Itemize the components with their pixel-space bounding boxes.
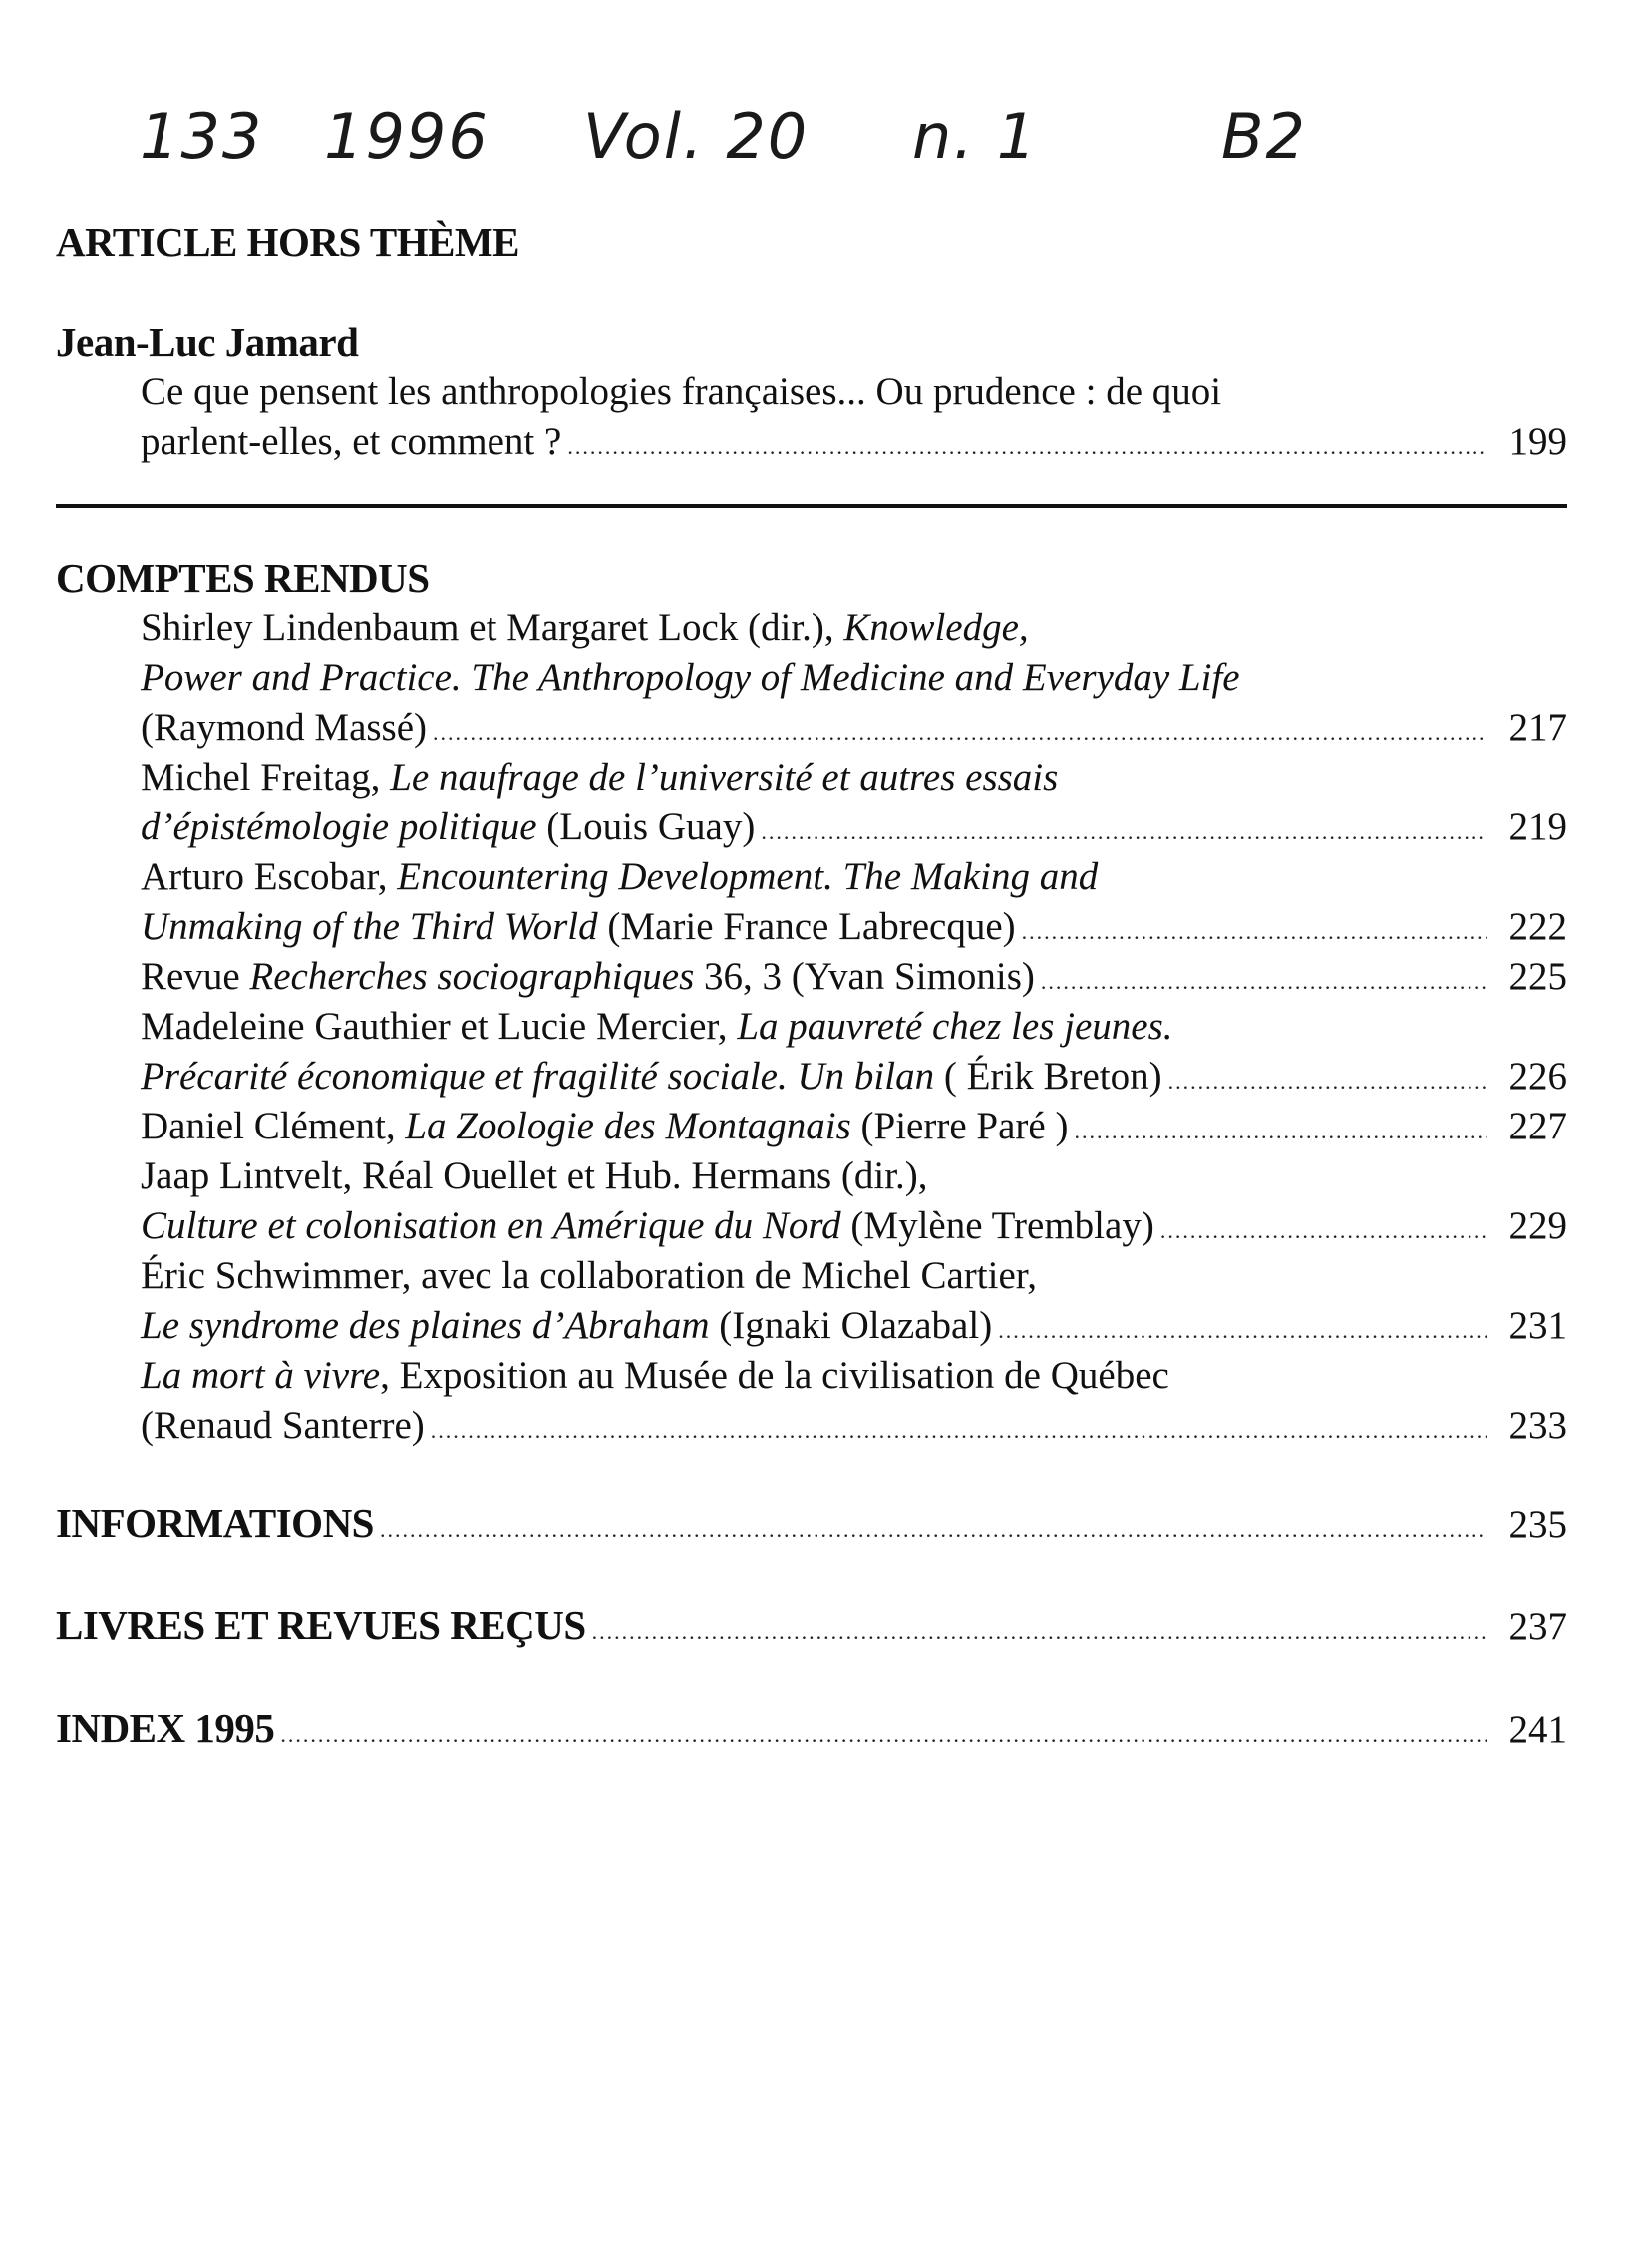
page-number: 225 xyxy=(1508,955,1567,998)
review-entry: Éric Schwimmer, avec la collaboration de Michel Cartier, Le syndrome des plaines d’Abraham (Ignaki Olazabal) ..... 231 xyxy=(141,1251,1567,1351)
review-entry: Daniel Clément, La Zoologie des Montagnais (Pierre Paré ) ..... 227 xyxy=(141,1102,1567,1151)
section-heading: INFORMATIONS xyxy=(56,1500,374,1546)
review-entry: Michel Freitag, Le naufrage de l’université et autres essais d’épistémologie politique (Louis Guay) ..... 219 xyxy=(141,753,1567,852)
dot-leader xyxy=(1168,1057,1487,1107)
dot-leader xyxy=(433,708,1487,758)
dot-leader xyxy=(998,1306,1487,1356)
page-number: 219 xyxy=(1508,806,1567,848)
page-number: 231 xyxy=(1508,1304,1567,1347)
dot-leader xyxy=(592,1607,1487,1657)
page-number: 227 xyxy=(1508,1105,1567,1147)
section-divider xyxy=(56,504,1567,508)
article-section xyxy=(56,217,1567,267)
article-entry xyxy=(56,317,1567,467)
review-entry: Madeleine Gauthier et Lucie Mercier, La pauvreté chez les jeunes. Précarité économique et fragilité sociale. Un bilan ( Érik Breton) ..... 226 xyxy=(141,1002,1567,1102)
page-number: 217 xyxy=(1508,706,1567,749)
page-number: 226 xyxy=(1508,1055,1567,1098)
article-title-line2: parlent-elles, et comment ? ..... 199 xyxy=(141,417,1567,467)
dot-leader xyxy=(1074,1107,1487,1156)
dot-leader xyxy=(1022,907,1487,957)
informations-entry xyxy=(56,1498,1567,1548)
dot-leader xyxy=(567,422,1487,472)
handwritten-volume: Vol. 20 xyxy=(583,100,810,172)
books-received-entry xyxy=(56,1600,1567,1650)
reviews-section-heading: COMPTES RENDUS xyxy=(56,555,430,601)
handwritten-annotation xyxy=(0,100,1633,209)
review-entry: Revue Recherches sociographiques 36, 3 (Yvan Simonis) ..... 225 xyxy=(141,952,1567,1002)
review-entry: Shirley Lindenbaum et Margaret Lock (dir.), Knowledge, Power and Practice. The Anthropology of Medicine and Everyday Life (Raymond Massé) ..... 217 xyxy=(141,603,1567,753)
article-section-heading: ARTICLE HORS THÈME xyxy=(56,219,519,265)
section-heading: INDEX 1995 xyxy=(56,1705,275,1751)
index-entry xyxy=(56,1703,1567,1753)
dot-leader xyxy=(380,1505,1487,1555)
page-number: 233 xyxy=(1508,1404,1567,1447)
page-number: 199 xyxy=(1508,420,1567,463)
handwritten-number: n. 1 xyxy=(912,100,1039,172)
review-entry: Arturo Escobar, Encountering Development. The Making and Unmaking of the Third World (Marie France Labrecque) ..... 222 xyxy=(141,852,1567,952)
review-entry: La mort à vivre, Exposition au Musée de la civilisation de Québec (Renaud Santerre) ..... 233 xyxy=(141,1351,1567,1451)
handwritten-year: 1996 xyxy=(324,100,490,172)
article-author: Jean-Luc Jamard xyxy=(56,319,359,365)
page-number: 229 xyxy=(1508,1204,1567,1247)
dot-leader xyxy=(1041,957,1487,1007)
article-title-line1: Ce que pensent les anthropologies françaises... Ou prudence : de quoi xyxy=(141,370,1222,413)
dot-leader xyxy=(1160,1206,1487,1256)
page-number: 237 xyxy=(1508,1605,1567,1648)
review-entry: Jaap Lintvelt, Réal Ouellet et Hub. Hermans (dir.), Culture et colonisation en Amérique du Nord (Mylène Tremblay) ..... 229 xyxy=(141,1151,1567,1251)
handwritten-shelf: B2 xyxy=(1221,100,1307,172)
dot-leader xyxy=(280,1710,1487,1760)
page-number: 235 xyxy=(1508,1503,1567,1546)
page-number: 222 xyxy=(1508,905,1567,948)
page-number: 241 xyxy=(1508,1708,1567,1751)
dot-leader xyxy=(431,1406,1487,1456)
handwritten-code: 133 xyxy=(140,100,264,172)
dot-leader xyxy=(761,808,1487,857)
section-heading: LIVRES ET REVUES REÇUS xyxy=(56,1602,586,1648)
reviews-section xyxy=(56,553,1567,1451)
